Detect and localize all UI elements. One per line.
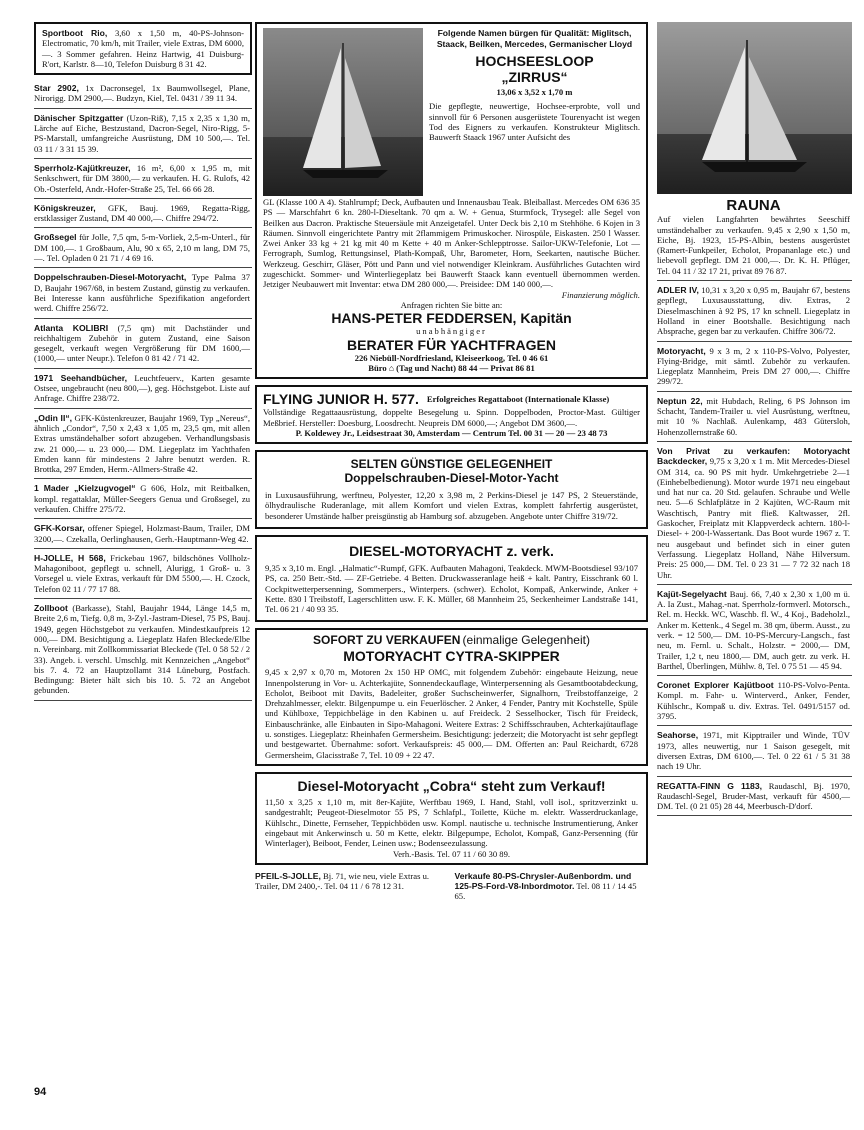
zirrus-dimensions: 13,06 x 3,52 x 1,70 m <box>496 87 573 98</box>
sailboat-illustration <box>263 28 423 196</box>
classified-ad-heading: Star 2902, <box>34 83 79 94</box>
classified-ad <box>657 442 852 585</box>
classified-ad-heading: Sperrholz-Kajütkreuzer, <box>34 162 131 173</box>
classified-ad-text: 1x Dacronsegel, 1x Baumwollsegel, Plane, Nirorigg. DM 2900,—. Budzyn, Kiel, Tel. 0431 / 39 11 34. <box>34 83 250 104</box>
classified-ad <box>657 585 852 676</box>
zirrus-contact-firm: BERATER FÜR YACHTFRAGEN <box>347 336 556 353</box>
classified-ad <box>34 409 252 480</box>
bottom-middle-ads <box>255 871 648 902</box>
classified-ad-heading: ADLER IV, <box>657 285 699 296</box>
classified-ad <box>657 777 852 817</box>
classified-ad-heading: Seahorse, <box>657 730 699 741</box>
diesel-motoryacht-title: DIESEL-MOTORYACHT z. verk. <box>349 542 554 559</box>
zirrus-contact-intro: Anfragen richten Sie bitte an: <box>400 299 503 310</box>
classified-ad-heading: Zollboot <box>34 603 68 614</box>
classified-ad <box>657 281 852 341</box>
cytra-title-1: SOFORT ZU VERKAUFEN <box>313 633 461 648</box>
rauna-ad <box>657 194 852 281</box>
classified-ad <box>34 599 252 701</box>
diesel-motoryacht-body: 9,35 x 3,10 m. Engl. „Halmatic“-Rumpf, GFK. Aufbauten Mahagoni, Teakdeck. MWM-Bootsdiesel 93/107 PS, ca. 250 Betr.-Std. — ZF-Getriebe. 4 Betten. Druckwasseranlage heiß + kalt. Pantry, Eisschrank 60 l. Cockpitwetterpersenning, Sommerpers., Winterpers. (schwer). Echolot, Kompaß, Ankerwinde, Anker + Kette. 830 l Treibstoff, Lagerschlitten usw. F. K. Müller, 68 Mannheim 25, Seckenheimer Landstraße 141, Tel. 06 21 / 40 93 35. <box>265 562 638 615</box>
classified-ad <box>34 268 252 318</box>
zirrus-contact-sub: unabhängiger <box>416 326 487 337</box>
right-column <box>657 22 852 816</box>
classified-ad <box>34 79 252 109</box>
classified-ad-heading: Sportboot Rio, <box>42 28 108 38</box>
classified-ad-heading: Motoryacht, <box>657 345 706 356</box>
classified-ad-heading: Dänischer Spitzgatter <box>34 112 124 123</box>
zirrus-body-side: Die gepflegte, neuwertige, Hochsee-erprobte, voll und sinnvoll für 6 Personen ausgerüstete Tourenyacht ist wegen Tod des Eigners zu verkaufen. Konstrukteur Miglitsch. Bauwerft Staack 1967 unter Aufsicht des <box>429 101 640 143</box>
cobra-title: Diesel-Motoryacht „Cobra“ steht zum Verkauf! <box>297 777 606 794</box>
classified-ad-text: (Barkasse), Stahl, Baujahr 1944, Länge 14,5 m, Breite 2,6 m, Tiefg. 0,8 m, 3-Zyl.-Jastram-Diesel, 75 PS, Bauj. 1949, gegen Höchstgebot zu verkaufen. Mindestkaufpreis 12 000,— DM. Besichtigung a. Liegeplatz Hafen Bleckede/Elbe n. Vereinbarg. mit Zollkommissariat Bleckede (Tel. 0 58 52 / 2 33). Angeb. i. verschl. Umschlg. mit Kennzeichen „Angebot“ bis 7. 4. 72 an Hauptzollamt 314 Lüneburg, Postfach. Bedingung: Bieter hält sich bis 10. 5. 72 an Angebot gebunden. <box>34 603 251 696</box>
page-number: 94 <box>34 1086 47 1098</box>
flying-junior-body: Vollständige Regattaausrüstung, doppelte Besegelung u. Spinn. Doppelboden, Proctor-Mast. Gültiger Meßbrief. Hersteller: Doesburg, Loosdrecht. Neupreis DM 6000,—; Angebot DM 3600,—. <box>263 407 640 428</box>
classified-ad-text: 3,60 x 1,50 m, 40-PS-Johnson-Electromatic, 70 km/h, mit Trailer, viele Extras, DM 6000,—. 3 Sommer gefahren. Heinz Hartwig, 41 Duisburg-R'ort, Karlstr. 8—10, Telefon Duisburg 8 31 42. <box>42 28 244 69</box>
classified-ad <box>657 392 852 442</box>
cytra-title-2: MOTORYACHT CYTRA-SKIPPER <box>343 648 560 665</box>
classified-ad-heading: GFK-Korsar, <box>34 523 85 534</box>
classified-ad <box>34 479 252 519</box>
classified-ad-text: 9 x 3 m, 2 x 110-PS-Volvo, Polyester, Flying-Bridge, mit sämtl. Zubehör zu verkaufen. Liegeplatz Mannheim, Preis DM 27 000,—. Chiffre 299/72. <box>657 345 850 387</box>
classified-ad <box>34 109 252 159</box>
selten-ad <box>255 450 648 528</box>
rauna-sailboat-photo <box>657 22 852 194</box>
classified-ad <box>34 159 252 199</box>
flying-junior-subtitle: Erfolgreiches Regattaboot (Internationale Klasse) <box>426 393 610 404</box>
left-column <box>34 22 252 701</box>
classified-ad-heading: Großsegel <box>34 232 77 243</box>
classified-ad-text: Raudaschl, Bj. 1970, Raudaschl-Segel, Bruder-Mast, verkauft für 4500,— DM. Tel. (0 21 05) 28 44, Meerbusch-D'dorf. <box>657 780 850 812</box>
classified-ad-heading: Neptun 22, <box>657 395 703 406</box>
classified-ad-heading: Doppelschrauben-Diesel-Motoryacht, <box>34 272 187 283</box>
zirrus-sailboat-photo <box>263 28 423 196</box>
zirrus-title-1: HOCHSEESLOOP <box>475 53 594 69</box>
classified-ad-text: für Jolle, 7,5 qm, 5-m-Vorliek, 2,5-m-Unterl., für DM 100,—. 1 Großbaum, Alu, 90 x 65, 2,10 m lang, DM 75,—. Tel. Opladen 0 21 71 / 4 69 16. <box>34 232 250 264</box>
classified-ad-text: mit Hubdach, Reling, 6 PS Johnson im Schacht, Tandem-Trailer u. viel Ausrüstung, werftneu, mit 10 % Nachlaß. Aulenkamp, 483 Gütersloh, Hohenzollernstraße 60. <box>657 395 851 437</box>
rauna-boat-illustration <box>657 22 852 194</box>
cytra-title-1-side: (einmalige Gelegenheit) <box>462 633 590 648</box>
classified-ad-text: 110-PS-Volvo-Penta. Kompl. m. Fahr- u. Winterverd., Anker, Fender, Kühlschr., Kompaß u. div. Extras. Tel. 0491/5157 od. 3795. <box>657 680 850 722</box>
flying-junior-contact: P. Koldewey Jr., Leidsestraat 30, Amsterdam — Centrum Tel. 00 31 — 20 — 23 48 73 <box>295 428 608 439</box>
classified-ad <box>34 549 252 599</box>
right-classifieds <box>657 281 852 816</box>
middle-column <box>255 22 648 902</box>
classified-ad <box>657 676 852 726</box>
cytra-body: 9,45 x 2,97 x 0,70 m, Motoren 2x 150 HP OMC, mit folgendem Zubehör: eingebaute Heizung, neue Innenpolsterung in Vor- u. Achterkajüte, Sonnendeckauflage, Winterpersenning als Gesamtbootabdeckung, Echolot, Beiboot mit Davits, Badeleiter, großer Suchscheinwerfer, Signalhorn, Treibstoffanzeige, 2 Drehzahlmesser, elektr. Bilgenpumpe u. ein Feuerlöscher. 2 Anker, 4 Fender, Pantry mit Kochstelle, Spüle und Kühlboxe, Teppichbeläge in den Kabinen u. auf Freideck. 2 Sesselhocker, Tisch für Freideck, Einbauschränke, alle Einbauten in Sipo-Mahagoni. Weitere Extras: 2 Schiffsschrauben, Achterkajütauflage u. sonstiges. Liegeplatz: Rheinhafen Germersheim. Besichtigung: jederzeit; die Motoryacht ist sehr gepflegt und bestgewartet. Übernahme: sofort. Verkaufspreis: 45 000,— DM. Offerten an: Paul Reichardt, 6728 Germersheim, Glacisstraße 7, Tel. 10 09 + 22 47. <box>265 667 638 760</box>
flying-junior-ad <box>255 385 648 444</box>
zirrus-contact-address: 226 Niebüll-Nordfriesland, Kleiseerkoog, Tel. 0 46 61 <box>354 352 549 363</box>
classified-ad-text: G 606, Holz, mit Reitbalken, kompl. regattaklar, Müller-Seegers Genua und Großsegel, zu verkaufen. Chiffre 275/72. <box>34 483 250 514</box>
classified-ad-heading: Coronet Explorer Kajütboot <box>657 680 774 691</box>
bottom-classified-heading: Verkaufe 80-PS-Chrysler-Außenbordm. und 125-PS-Ford-V8-Inbordmotor. <box>454 870 632 892</box>
bottom-classified-text: Bj. 71, wie neu, viele Extras u. Trailer, DM 2400,-. Tel. 04 11 / 6 78 12 31. <box>255 870 430 892</box>
classified-ad <box>34 22 252 75</box>
zirrus-intro: Folgende Namen bürgen für Qualität: Miglitsch, Staack, Beilken, Mercedes, Germanischer Lloyd <box>436 28 633 49</box>
zirrus-contact-phone: Büro ⌂ (Tag und Nacht) 88 44 — Privat 86 81 <box>368 363 535 374</box>
cytra-ad <box>255 628 648 766</box>
zirrus-ad <box>255 22 648 379</box>
classified-ad-text: GFK-Küstenkreuzer, Baujahr 1969, Typ „Nereus“, ähnlich „Condor“, 7,50 x 2,43 x 1,05 m, 23,5 qm, mit allen Extras umständehalber sofort abzugeben. Verhandlungsbasis zw. 21 000,— u. 23 000,— DM. Liegeplatz im Yachthafen Emden kann für mindestens 2 Jahre benutzt werden. R. Brottka, 297 Emden, Herm.-Allmers-Straße 42. <box>34 412 250 475</box>
classified-ad-text: Bauj. 66, 7,40 x 2,30 x 1,00 m ü. A. Ia Zust., Mahag.-nat. Sperrholz-formverl. Motorsch., Rel. m. Heckk. WC, Waschb. fl. W., 4 Koj., Badeholzl., Anker m. Kettenk., 4 Segel m. 38 qm, überm. Ausst., zu verk. = 12 500,— DM. 10-PS-Mercury-Langsch., fast neu, m. Fernl. u. Schalt., Holzstr. = 2000,— DM, Trailer, 1,2 t, neu 1800,— DM, auch getr. zu verk. H. Barthel, Überlingen, Mühlw. 8, Tel. 0 75 51 — 45 94. <box>657 588 851 671</box>
zirrus-title-2: „ZIRRUS“ <box>501 69 568 86</box>
classified-ad <box>34 228 252 268</box>
flying-junior-title: FLYING JUNIOR H. 577. <box>263 391 419 408</box>
classified-ad-heading: REGATTA-FINN G 1183, <box>657 780 762 791</box>
classified-ad-heading: Atlanta KOLIBRI <box>34 322 109 333</box>
selten-title-2: Doppelschrauben-Diesel-Motor-Yacht <box>344 471 559 486</box>
zirrus-contact-name: HANS-PETER FEDDERSEN, Kapitän <box>331 310 572 327</box>
classified-ad <box>34 199 252 229</box>
classified-ad-text: 1971, mit Kipptrailer und Winde, TÜV 1973, alles neuwertig, nur 1 Saison gesegelt, mit diversen Extras, DM 6100,—. Tel. 0 22 61 / 5 31 38 nach 19 Uhr. <box>657 730 850 772</box>
classified-ad-text: Leuchtfeuerv., Karten gesamte Ostsee, ungebraucht (neu 800,—), geg. Höchstgebot. Liste auf Anfrage. Chiffre 238/72. <box>34 372 250 404</box>
classified-ad-text: 9,75 x 3,20 x 1 m. Mit Mercedes-Diesel OM 314, ca. 90 PS mit hydr. Umkehrgetriebe 2—1 (Einhebelbedienung). Motor wurde 1971 neu eingebaut und hat nur ca. 20 Std. gelaufen. Schraube und Welle neu. 5—6 Schlafplätze in 2 Kajüten, WC-Raum mit Waschtisch, Pantry mit fließ. Kaltwasser, 2fl. Gaskocher, Freiplatz mit Klappverdeck achtern. 180-l-Diesel- + 200-l-Wassertank. Das Boot wurde 1967 z. T. neu ausgebaut und befindet sich in einer guten Verfassung. Liegeplatz Holland, Nähe Hilversum. Preis: 25 000,— DM. Tel. 0 23 31 — 7 72 32 nach 18 Uhr. <box>657 456 850 580</box>
classified-ad-heading: H-JOLLE, H 568, <box>34 552 106 563</box>
rauna-body: Auf vielen Langfahrten bewährtes Seeschiff umständehalber zu verkaufen. 9,45 x 2,90 x 1,50 m, Eiche, Bj. 1923, 15-PS-Albin, bestens ausgerüstet (Ramert-Funkpeiler, Echolot, Propananlage etc.) und liebevoll gepflegt. DM 21 000,—. Dr. K. H. Pflüger, Tel. 04 11 / 32 17 21, privat 89 76 87. <box>657 214 850 276</box>
classified-ad-heading: 1971 Seehandbücher, <box>34 372 128 383</box>
classified-ad <box>657 726 852 776</box>
cobra-ad <box>255 772 648 865</box>
cobra-body: 11,50 x 3,25 x 1,10 m, mit 8er-Kajüte, Werftbau 1969, I. Hand, Stahl, voll isol., spritzverzinkt u. sandgestrahlt; Peugeot-Dieselmotor 55 PS, 7 Schlafpl., Toilette, Küche m. elektr. Wasserdruckanlage, Kühlschr., Dinette, Fernseher, Teppichböden usw. Kompl. nautische u. technische Instrumentierung, Anker eingebaut mit Ankerwinsch u. 50 m Kette, elektr. Bilgepumpe, Echolot, Kompaß, Ganz-Persenning (für Winterlager), Beiboot, Fender, Leinen usw.; Bodenseezulassung. <box>265 797 638 849</box>
classified-ad-heading: Königskreuzer, <box>34 202 96 213</box>
selten-title-1: SELTEN GÜNSTIGE GELEGENHEIT <box>350 457 553 472</box>
classified-ad-heading: Kajüt-Segelyacht <box>657 588 727 599</box>
classified-ad <box>657 342 852 392</box>
classified-ad-text: 10,31 x 3,20 x 0,95 m, Baujahr 67, bestens gepflegt, Luxusausstattung, div. Extras, 2 Dieselmaschinen à 92 PS, 17 kn schnell. Liegeplatz in Holland in einer Bootshalle. Besichtigung nach Absprache, gegen bar zu verkaufen. Chiffre 306/72. <box>657 285 850 337</box>
bottom-classified-ad <box>455 871 649 902</box>
classified-ad <box>34 369 252 409</box>
classified-ad-heading: Von Privat zu verkaufen: Motoryacht Backdecker, <box>657 445 850 467</box>
classified-ad-text: Frickebau 1967, bildschönes Vollholz-Mahagoniboot, gepflegt u. schnell, Alurigg, 1 Groß- u. 3 Vorsegel u. viele Extras, verkauft für DM 5500,—. H. Czock, Telefon 02 11 / 77 17 88. <box>34 552 250 594</box>
bottom-classified-ad <box>255 871 449 902</box>
classified-ad-text: GFK, Bauj. 1969, Regatta-Rigg, erstklassiger Zustand, DM 40 000,—. Chiffre 294/72. <box>34 202 250 224</box>
classified-ad-text: (7,5 qm) mit Dachständer und reichhaltigem Zubehör in gutem Zustand, eine Saison gesegelt, verkauft wegen Vergrößerung für DM 1600,— (1000,— unter Neupr.). Telefon 0 81 42 / 71 42. <box>34 322 251 364</box>
classified-ad-heading: „Odin II“, <box>34 412 73 423</box>
zirrus-body: GL (Klasse 100 A 4). Stahlrumpf; Deck, Aufbauten und Innenausbau Teak. Bleiballast. Mercedes OM 636 35 PS — Marschfahrt 6 kn. 280-l-Dieseltank. 70 qm a. W. + Genua, Sturmfock, Trysegel: alle Segel von Beilken aus Dacron. Praktische Steuersäule mit Anzeigetafel. Unter Deck bis 2,10 m Stehhöhe. 6 Kojen in 3 Räumen. Sinnvoll eingerichtete Pantry mit 2flammigem Primuskocher. Nirospüle, Eiskasten. 250 l Wasser. Zwei Anker 33 kg + 21 kg mit 40 m Kette + 40 m Anker-Schlepptrosse. Sailor-UKW-Telefonie, Lot — Ferrograph, Sumlog, Rettungsinsel, Plath-Kompaß, Uhr, Barometer, Horn, Seekarten, nautische Bücher. Werkzeug. Geschirr, Gläser, Pött und Pann und viel notwendiger Kleinkram. Ausführliches Gutachten wird zugeschickt. Sommer- und Winterliegeplatz bei Bauwerft Staack kann eventuell übernommen werden. Jetziger Neubauwert mit Inventar: etwa DM 280 000,—. Preisidee: DM 140 000,—. <box>263 197 640 290</box>
selten-body: in Luxusausführung, werftneu, Polyester, 12,20 x 3,98 m, 2 Perkins-Diesel je 147 PS, 2 Steuerstände, ölhydraulische Ruderanlage, mit allem Komfort und vielen Extras, komplett fahrfertig ausgerüstet, besonderer Umstände halber preisgünstig ab Hamburg sof. abzugeben. Angebote unter Chiffre 319/72. <box>265 489 638 521</box>
bottom-classified-heading: PFEIL-S-JOLLE, <box>255 870 321 881</box>
classified-ad-heading: 1 Mader „Kielzugvogel“ <box>34 483 136 494</box>
classified-ad <box>34 519 252 549</box>
classified-ad-text: 16 m², 6,00 x 1,95 m, mit Senkschwert, für DM 3800,— zu verkaufen. H. G. Rulofs, 42 Ob.-Osterfeld, Andr.-Hofer-Straße 25, Tel. 66 66 28. <box>34 162 251 194</box>
classified-ad-text: Type Palma 37 D, Baujahr 1967/68, in bestem Zustand, günstig zu verkaufen. Bei Interesse kann ausführliche Spezifikation angefordert werd. Chiffre 256/72. <box>34 272 250 314</box>
classified-ad <box>34 319 252 369</box>
bottom-classified-text: Tel. 08 11 / 14 45 65. <box>454 881 637 902</box>
classified-ad-text: (Uzon-Riß), 7,15 x 2,35 x 1,30 m, Lärche auf Eiche, Bestzustand, Dacron-Segel, Niro-Rigg, 5-PS-Marstall, umfangreiche Ausrüstung, DM 10 500,—. Tel. 03 11 / 3 31 15 39. <box>34 112 250 154</box>
cobra-footer: Verh.-Basis. Tel. 07 11 / 60 30 89. <box>392 848 511 859</box>
rauna-title: RAUNA <box>726 197 781 214</box>
classified-ad-text: offener Spiegel, Holzmast-Baum, Trailer, DM 3200,—. Czekalla, Oerlinghausen, Gerh.-Hauptmann-Weg 42. <box>34 523 250 544</box>
zirrus-finance: Finanzierung möglich. <box>561 289 640 300</box>
diesel-motoryacht-ad <box>255 535 648 623</box>
